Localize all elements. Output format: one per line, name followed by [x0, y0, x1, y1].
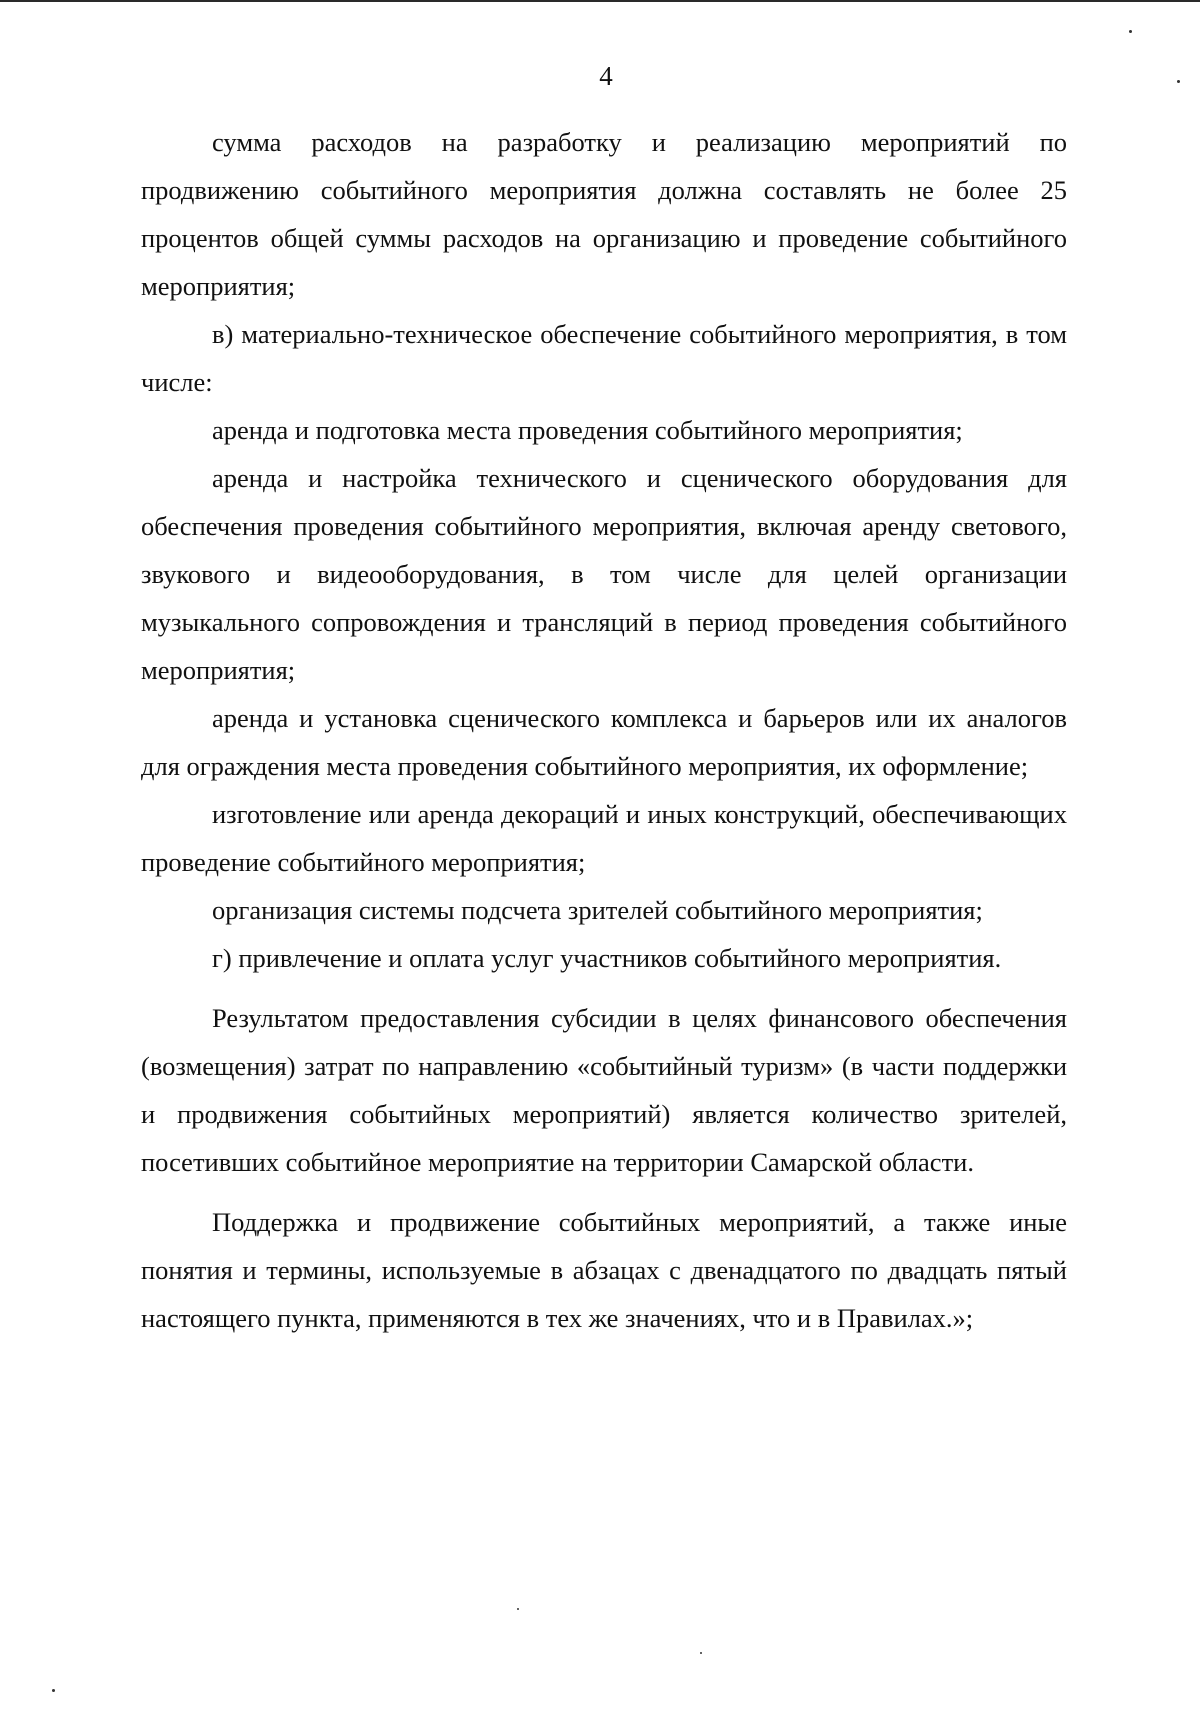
paragraph-equipment-rental: аренда и настройка технического и сценического оборудования для обеспечения проведения событийного мероприятия, включая аренду светового, звукового и видеооборудования, в том числе для целей организации музыкального сопровождения и трансляций в период проведения событийного мероприятия; — [141, 463, 1067, 685]
paragraph-spectator-count: организация системы подсчета зрителей событийного мероприятия; — [212, 895, 983, 925]
document-body — [141, 118, 1067, 1342]
paragraph-decorations: изготовление или аренда декораций и иных конструкций, обеспечивающих проведение событийного мероприятия; — [141, 799, 1067, 877]
paragraph-participants: г) привлечение и оплата услуг участников событийного мероприятия. — [212, 943, 1002, 973]
paragraph-material-support: в) материально-техническое обеспечение событийного мероприятия, в том числе: — [141, 319, 1067, 397]
paragraph-expense-limit: сумма расходов на разработку и реализацию мероприятий по продвижению событийного мероприятия должна составлять не более 25 процентов общей суммы расходов на организацию и проведение событийного мероприятия; — [141, 127, 1067, 301]
paragraph-stage-barriers: аренда и установка сценического комплекса и барьеров или их аналогов для ограждения места проведения событийного мероприятия, их оформление; — [141, 703, 1067, 781]
paragraph-definitions: Поддержка и продвижение событийных мероприятий, а также иные понятия и термины, используемые в абзацах с двенадцатого по двадцать пятый настоящего пункта, применяются в тех же значениях, что и в Правилах.»; — [141, 1207, 1067, 1333]
page-number: 4 — [599, 61, 613, 91]
scan-speck — [1129, 30, 1132, 33]
scan-speck — [517, 1608, 519, 1610]
scan-speck — [700, 1652, 702, 1654]
top-edge-rule — [0, 0, 1200, 2]
paragraph-subsidy-result: Результатом предоставления субсидии в целях финансового обеспечения (возмещения) затрат по направлению «событийный туризм» (в части поддержки и продвижения событийных мероприятий) является количество зрителей, посетивших событийное мероприятие на территории Самарской области. — [141, 1003, 1067, 1177]
scan-speck — [1177, 80, 1180, 83]
paragraph-venue-rental: аренда и подготовка места проведения событийного мероприятия; — [212, 415, 963, 445]
scan-speck — [52, 1689, 55, 1692]
